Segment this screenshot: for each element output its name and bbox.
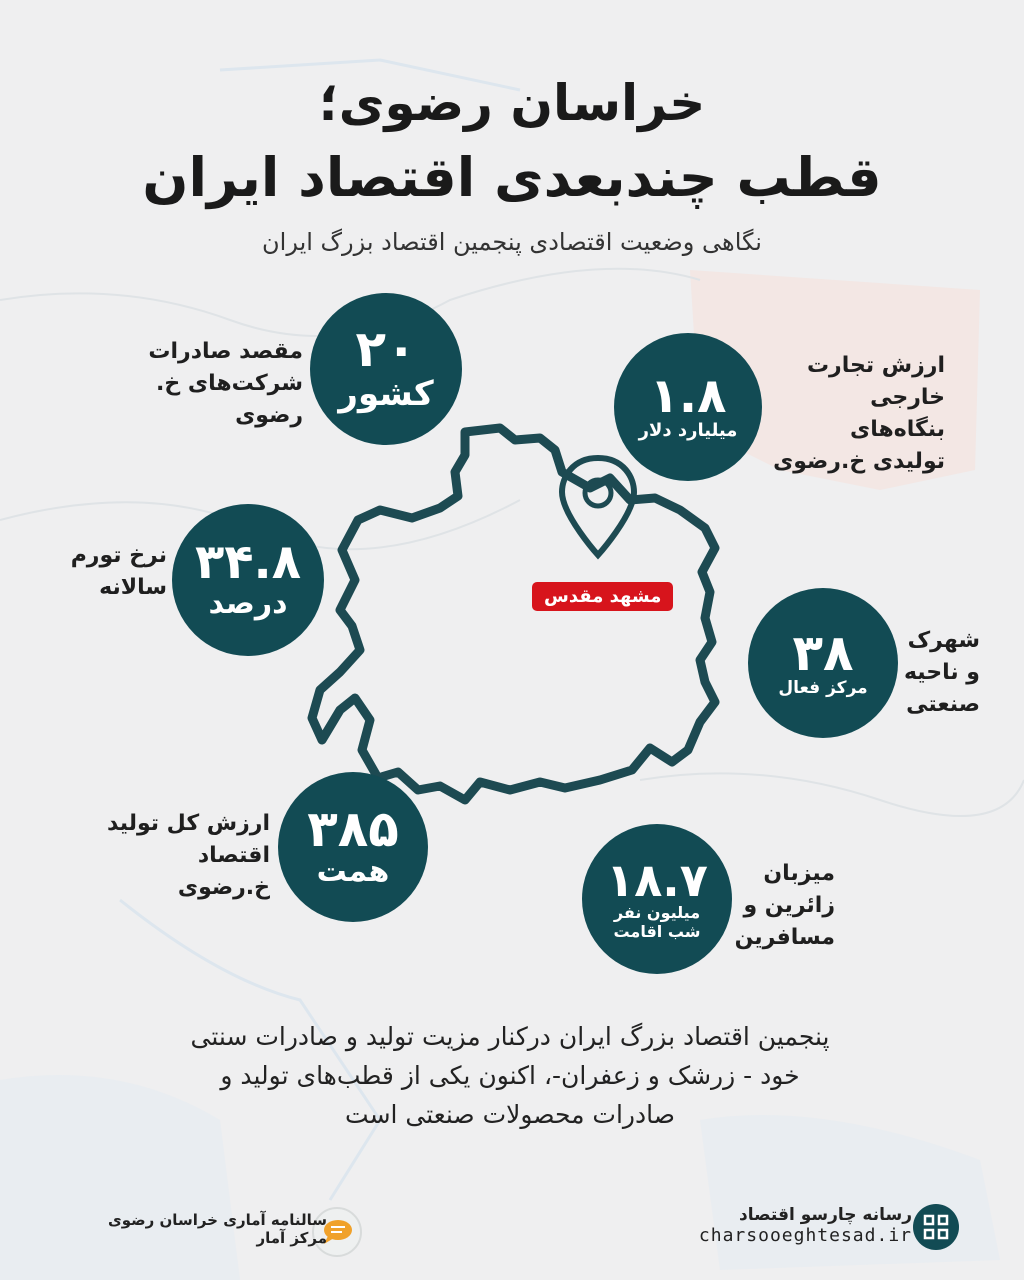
stat-label-inflation: نرخ تورم سالانه: [70, 543, 167, 600]
stat-unit: کشور: [338, 373, 434, 414]
stat-unit: همت: [316, 854, 390, 889]
stat-number: ۳۸: [792, 623, 854, 682]
stat-number: ۳۴.۸: [194, 534, 302, 590]
brand-url[interactable]: charsooeghtesad.ir: [698, 1225, 912, 1246]
stat-label-visitors: میزبان زائرین و مسافرین: [734, 861, 835, 950]
page-subtitle: نگاهی وضعیت اقتصادی پنجمین اقتصاد بزرگ ایران: [262, 228, 762, 256]
stat-label-foreign-trade: ارزش تجارت خارجی بنگاه‌های تولیدی خ.رضوی: [773, 353, 945, 474]
stat-unit: درصد: [208, 586, 288, 621]
page-title-line2: قطب چندبعدی اقتصاد ایران: [142, 146, 882, 209]
stat-circle-export-countries: [310, 293, 462, 445]
stat-number: ۲۰: [355, 319, 417, 378]
stat-label-industrial-parks: شهرک و ناحیه صنعتی: [903, 628, 980, 717]
source-line1: سالنامه آماری خراسان رضوی: [108, 1211, 328, 1229]
stat-unit: مرکز فعال: [778, 677, 868, 698]
source-citation: [108, 1211, 327, 1247]
brand-name: رسانه چارسو اقتصاد: [739, 1205, 912, 1225]
stat-unit: میلیارد دلار: [638, 420, 738, 442]
stat-label-total-production: ارزش کل تولید اقتصاد خ.رضوی: [107, 811, 270, 900]
charsoo-logo-icon: [913, 1204, 959, 1250]
location-pin-icon: [562, 458, 634, 555]
source-line2: مرکز آمار: [256, 1229, 328, 1247]
stat-circle-total-production: [278, 772, 428, 922]
stat-circle-visitors: [582, 824, 732, 974]
stat-unit: میلیون نفر شب اقامت: [613, 902, 701, 941]
stat-circle-inflation: [172, 504, 324, 656]
city-badge: مشهد مقدس: [532, 582, 673, 611]
page-title-line1: خراسان رضوی؛: [318, 74, 706, 132]
stat-label-export-countries: مقصد صادرات شرکت‌های خ. رضوی: [148, 339, 303, 428]
stat-number: ۱۸.۷: [606, 852, 708, 907]
summary-paragraph: پنجمین اقتصاد بزرگ ایران درکنار مزیت تولید و صادرات سنتی خود - زرشک و زعفران-، اکنون یکی از قطب‌های تولید و صادرات محصولات صنعتی است: [190, 1022, 830, 1129]
stat-circle-industrial-parks: [748, 588, 898, 738]
stat-circle-foreign-trade: [614, 333, 762, 481]
stat-number: ۳۸۵: [307, 800, 399, 858]
brand-block: [699, 1205, 912, 1246]
stat-number: ۱.۸: [649, 368, 727, 425]
